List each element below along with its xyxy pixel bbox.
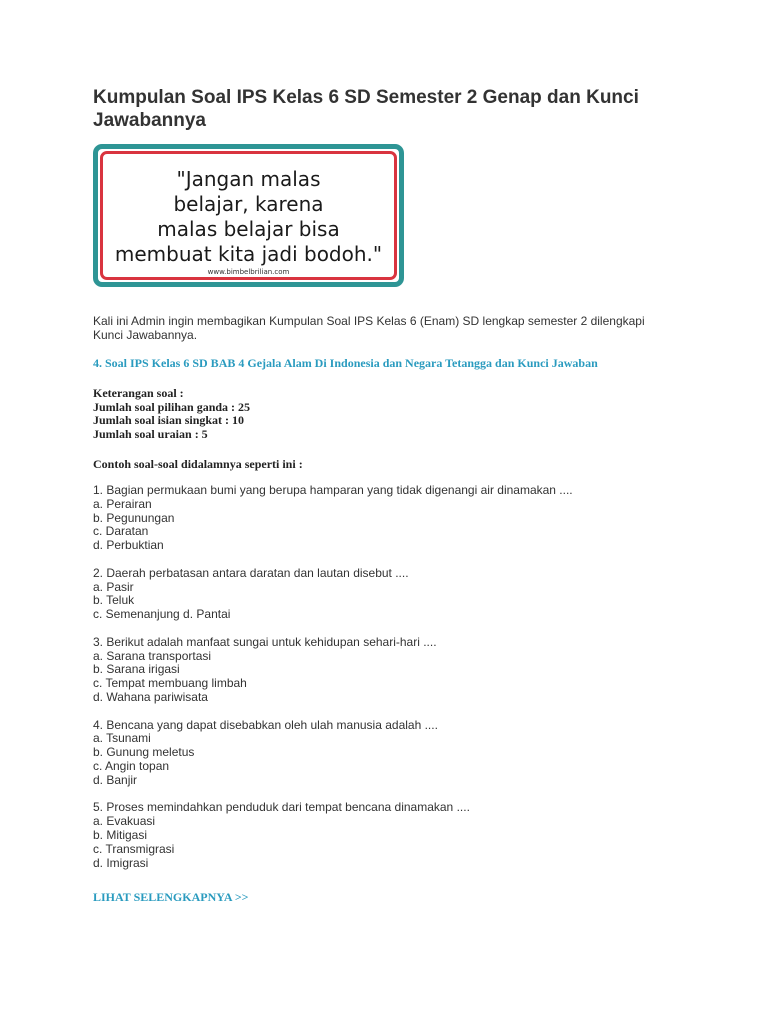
quote-source: www.bimbelbrilian.com	[207, 268, 290, 276]
isian-singkat-count: Jumlah soal isian singkat : 10	[93, 413, 245, 427]
question-text: 5. Proses memindahkan penduduk dari tempat bencana dinamakan ....	[93, 800, 470, 815]
answer-option: c. Transmigrasi	[93, 841, 175, 856]
question-item	[93, 801, 693, 870]
question-text: 4. Bencana yang dapat disebabkan oleh ulah manusia adalah ....	[93, 717, 438, 732]
intro-paragraph: Kali ini Admin ingin membagikan Kumpulan Soal IPS Kelas 6 (Enam) SD lengkap semester 2 dilengkapi Kunci Jawabannya.	[93, 314, 645, 342]
answer-option: a. Tsunami	[93, 731, 151, 746]
answer-option: a. Pasir	[93, 579, 134, 594]
answer-option: d. Imigrasi	[93, 855, 149, 870]
question-list	[93, 484, 693, 884]
answer-option: c. Daratan	[93, 524, 149, 539]
question-text: 1. Bagian permukaan bumi yang berupa hamparan yang tidak digenangi air dinamakan ....	[93, 483, 573, 497]
answer-option: a. Sarana transportasi	[93, 648, 212, 663]
question-item	[93, 567, 693, 622]
read-more-link[interactable]: LIHAT SELENGKAPNYA >>	[93, 890, 249, 904]
keterangan-heading: Keterangan soal :	[93, 386, 184, 400]
quote-line: membuat kita jadi bodoh."	[114, 242, 383, 266]
answer-option: b. Pegunungan	[93, 510, 175, 525]
question-item	[93, 719, 693, 788]
question-item	[93, 636, 693, 705]
question-text: 3. Berikut adalah manfaat sungai untuk kehidupan sehari-hari ....	[93, 634, 437, 649]
pilihan-ganda-count: Jumlah soal pilihan ganda : 25	[93, 399, 251, 414]
question-item	[93, 484, 693, 553]
quote-line: malas belajar bisa	[157, 217, 340, 241]
answer-option: d. Perbuktian	[93, 538, 164, 553]
page-title: Kumpulan Soal IPS Kelas 6 SD Semester 2 Genap dan Kunci Jawabannya	[93, 87, 639, 131]
answer-option: b. Teluk	[93, 593, 135, 608]
answer-option: a. Perairan	[93, 496, 152, 511]
contoh-heading: Contoh soal-soal didalamnya seperti ini :	[93, 457, 303, 471]
answer-option: c. Semenanjung d. Pantai	[93, 607, 231, 622]
quote-line: belajar, karena	[173, 192, 324, 216]
quote-line: "Jangan malas	[176, 167, 321, 191]
uraian-count: Jumlah soal uraian : 5	[93, 426, 208, 441]
answer-option: d. Wahana pariwisata	[93, 689, 208, 704]
answer-option: c. Tempat membuang limbah	[93, 676, 247, 691]
answer-option: c. Angin topan	[93, 758, 170, 773]
answer-option: a. Evakuasi	[93, 814, 156, 829]
answer-option: b. Mitigasi	[93, 827, 148, 842]
quote-image-frame	[100, 151, 397, 280]
question-text: 2. Daerah perbatasan antara daratan dan lautan disebut ....	[93, 565, 409, 580]
article-link[interactable]: 4. Soal IPS Kelas 6 SD BAB 4 Gejala Alam Di Indonesia dan Negara Tetangga dan Kunci Jawaban	[93, 356, 598, 370]
keterangan-block	[93, 387, 250, 441]
quote-image	[93, 144, 404, 287]
answer-option: b. Gunung meletus	[93, 745, 195, 760]
answer-option: b. Sarana irigasi	[93, 662, 180, 677]
answer-option: d. Banjir	[93, 772, 138, 787]
